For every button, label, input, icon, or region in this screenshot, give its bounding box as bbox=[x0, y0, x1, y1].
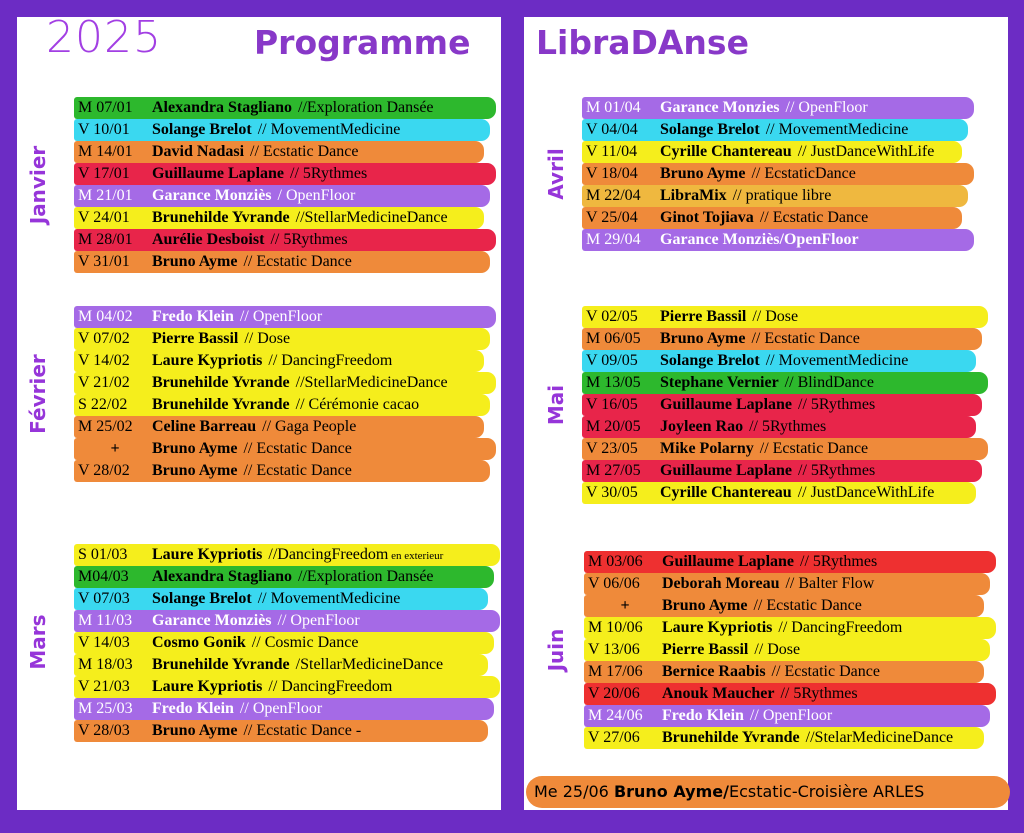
event-name: Laure Kypriotis bbox=[152, 352, 263, 369]
event-row bbox=[584, 727, 984, 749]
event-date: M 11/03 bbox=[78, 612, 133, 629]
event-date: M 29/04 bbox=[586, 231, 641, 248]
event-name: Mike Polarny bbox=[660, 440, 754, 457]
event-name: Garance Monzies bbox=[660, 99, 780, 116]
event-style: // 5Rythmes bbox=[800, 553, 878, 570]
event-name: Alexandra Stagliano bbox=[152, 99, 293, 116]
event-name: Pierre Bassil bbox=[660, 308, 747, 325]
event-row bbox=[74, 185, 490, 207]
event-style: // OpenFloor bbox=[239, 700, 323, 717]
event-style: // Ecstatic Dance bbox=[759, 209, 869, 226]
event-style: // DancingFreedom bbox=[268, 352, 393, 369]
month-label-février: Février bbox=[26, 354, 50, 434]
event-date: M 28/01 bbox=[78, 231, 133, 248]
event-name: Bruno Ayme bbox=[152, 462, 238, 479]
event-date: M 24/06 bbox=[588, 707, 643, 724]
event-date: V 18/04 bbox=[586, 165, 638, 182]
event-date: V 07/02 bbox=[78, 330, 130, 347]
event-style: // Ecstatic Dance bbox=[243, 440, 352, 457]
event-name: Fredo Klein bbox=[152, 308, 234, 325]
event-date: V 06/06 bbox=[588, 575, 640, 592]
event-row bbox=[582, 97, 974, 119]
event-date: V 10/01 bbox=[78, 121, 130, 138]
event-row bbox=[74, 676, 500, 698]
event-row bbox=[584, 661, 984, 683]
event-style: // pratique libre bbox=[732, 187, 832, 204]
event-date: S 22/02 bbox=[78, 396, 128, 413]
event-style: // MovementMedicine bbox=[765, 121, 909, 138]
event-name: Bruno Ayme bbox=[152, 722, 238, 739]
event-style: // OpenFloor bbox=[239, 308, 323, 325]
event-name: Brunehilde Yvrande bbox=[152, 209, 290, 226]
month-label-mars: Mars bbox=[26, 614, 50, 670]
event-style: // 5Rythmes bbox=[290, 165, 368, 182]
event-style: // JustDanceWithLife bbox=[797, 143, 935, 160]
event-row bbox=[74, 97, 496, 119]
event-style: // DancingFreedom bbox=[778, 619, 903, 636]
event-style: //StellarMedicineDance bbox=[295, 209, 448, 226]
event-row bbox=[74, 416, 484, 438]
event-row bbox=[74, 588, 488, 610]
event-style: // Cosmic Dance bbox=[251, 634, 359, 651]
event-date: M 07/01 bbox=[78, 99, 133, 116]
event-style: // Ecstatic Dance bbox=[250, 143, 359, 160]
event-style: /StellarMedicineDance bbox=[295, 656, 444, 673]
event-row bbox=[584, 595, 984, 617]
event-date: V 04/04 bbox=[586, 121, 638, 138]
event-style: // 5Rythmes bbox=[749, 418, 827, 435]
event-name: Solange Brelot bbox=[152, 121, 252, 138]
event-date: V 24/01 bbox=[78, 209, 130, 226]
event-date: M04/03 bbox=[78, 568, 129, 585]
event-row bbox=[582, 185, 968, 207]
event-name: Laure Kypriotis bbox=[662, 619, 773, 636]
event-date: V 17/01 bbox=[78, 165, 130, 182]
event-name: Pierre Bassil bbox=[152, 330, 239, 347]
event-date: V 21/02 bbox=[78, 374, 130, 391]
event-style: //Exploration Dansée bbox=[298, 99, 434, 116]
event-date: + bbox=[110, 440, 120, 457]
month-label-avril: Avril bbox=[544, 148, 568, 200]
event-name: Celine Barreau bbox=[152, 418, 257, 435]
event-style: // MovementMedicine bbox=[765, 352, 909, 369]
event-style: // Balter Flow bbox=[785, 575, 875, 592]
bottom-note-style: Ecstatic-Croisière ARLES bbox=[728, 782, 925, 801]
event-row bbox=[582, 306, 988, 328]
event-date: M 27/05 bbox=[586, 462, 641, 479]
event-date: V 25/04 bbox=[586, 209, 638, 226]
event-row bbox=[584, 573, 990, 595]
event-row bbox=[74, 632, 494, 654]
event-date: M 18/03 bbox=[78, 656, 133, 673]
event-row bbox=[74, 566, 494, 588]
event-date: V 13/06 bbox=[588, 641, 640, 658]
event-date: M 21/01 bbox=[78, 187, 133, 204]
event-style: // MovementMedicine bbox=[257, 121, 401, 138]
event-row bbox=[74, 438, 496, 460]
event-name: Garance Monziès/OpenFloor bbox=[660, 231, 859, 248]
event-name: Garance Monziès bbox=[152, 612, 272, 629]
event-name: Cyrille Chantereau bbox=[660, 484, 792, 501]
event-style: // Cérémonie cacao bbox=[295, 396, 420, 413]
event-row bbox=[74, 141, 484, 163]
event-date: V 30/05 bbox=[586, 484, 638, 501]
year-title: 2025 bbox=[46, 12, 162, 63]
event-name: Bruno Ayme bbox=[662, 597, 748, 614]
event-name: Guillaume Laplane bbox=[152, 165, 285, 182]
event-name: Cyrille Chantereau bbox=[660, 143, 792, 160]
event-name: Bruno Ayme bbox=[152, 253, 238, 270]
event-name: Guillaume Laplane bbox=[660, 396, 793, 413]
event-date: V 21/03 bbox=[78, 678, 130, 695]
bottom-note-date: Me 25/06 bbox=[534, 782, 609, 801]
event-row bbox=[584, 705, 990, 727]
event-name: Bruno Ayme bbox=[660, 330, 746, 347]
event-style: //Exploration Dansée bbox=[298, 568, 434, 585]
event-name: LibraMix bbox=[660, 187, 727, 204]
event-date: M 25/03 bbox=[78, 700, 133, 717]
bottom-note-name: Bruno Ayme/ bbox=[613, 782, 729, 801]
event-row bbox=[74, 654, 488, 676]
event-date: V 28/03 bbox=[78, 722, 130, 739]
event-name: Cosmo Gonik bbox=[152, 634, 246, 651]
event-row bbox=[582, 141, 962, 163]
event-row bbox=[582, 482, 976, 504]
event-row bbox=[582, 163, 974, 185]
month-label-janvier: Janvier bbox=[26, 145, 50, 225]
event-row bbox=[582, 438, 988, 460]
event-date: V 14/03 bbox=[78, 634, 130, 651]
event-style: // 5Rythmes bbox=[780, 685, 858, 702]
event-style: // 5Rythmes bbox=[798, 462, 876, 479]
event-name: Brunehilde Yvrande bbox=[662, 729, 800, 746]
event-style: // Ecstatic Dance bbox=[751, 330, 860, 347]
event-date: M 13/05 bbox=[586, 374, 641, 391]
event-name: Deborah Moreau bbox=[662, 575, 780, 592]
event-style: //DancingFreedom bbox=[268, 546, 389, 563]
event-name: Garance Monziès bbox=[152, 187, 272, 204]
event-name: Bruno Ayme bbox=[152, 440, 238, 457]
event-name: Ginot Tojiava bbox=[660, 209, 754, 226]
event-row bbox=[74, 119, 490, 141]
event-row bbox=[74, 306, 496, 328]
event-date: M 04/02 bbox=[78, 308, 133, 325]
bottom-note bbox=[526, 776, 1010, 808]
event-style: // MovementMedicine bbox=[257, 590, 401, 607]
event-row bbox=[74, 610, 500, 632]
event-row bbox=[74, 460, 490, 482]
event-row bbox=[584, 551, 996, 573]
event-name: Aurélie Desboist bbox=[152, 231, 265, 248]
event-date: V 02/05 bbox=[586, 308, 638, 325]
event-date: M 17/06 bbox=[588, 663, 643, 680]
event-name: Anouk Maucher bbox=[662, 685, 775, 702]
event-date: S 01/03 bbox=[78, 546, 128, 563]
event-style: // DancingFreedom bbox=[268, 678, 393, 695]
event-date: V 16/05 bbox=[586, 396, 638, 413]
event-date: M 03/06 bbox=[588, 553, 643, 570]
event-row bbox=[74, 163, 496, 185]
event-style: // 5Rythmes bbox=[270, 231, 348, 248]
event-name: Laure Kypriotis bbox=[152, 678, 263, 695]
event-style: // Dose bbox=[752, 308, 799, 325]
event-row bbox=[584, 683, 996, 705]
event-row bbox=[582, 350, 976, 372]
event-name: Pierre Bassil bbox=[662, 641, 749, 658]
event-row bbox=[74, 394, 490, 416]
libradanse-title: LibraDAnse bbox=[536, 23, 749, 62]
event-date: M 22/04 bbox=[586, 187, 641, 204]
event-date: V 31/01 bbox=[78, 253, 130, 270]
event-row bbox=[582, 229, 974, 251]
event-name: Brunehilde Yvrande bbox=[152, 396, 290, 413]
event-name: Stephane Vernier bbox=[660, 374, 779, 391]
event-name: David Nadasi bbox=[152, 143, 245, 160]
event-name: Fredo Klein bbox=[662, 707, 744, 724]
event-date: V 14/02 bbox=[78, 352, 130, 369]
event-row bbox=[582, 119, 968, 141]
event-row bbox=[74, 207, 484, 229]
event-style: // Ecstatic Dance - bbox=[243, 722, 362, 739]
event-date: + bbox=[620, 597, 630, 614]
event-style: // Dose bbox=[754, 641, 801, 658]
event-date: V 07/03 bbox=[78, 590, 130, 607]
event-style: // Dose bbox=[244, 330, 291, 347]
event-name: Bernice Raabis bbox=[662, 663, 766, 680]
event-name: Guillaume Laplane bbox=[660, 462, 793, 479]
event-name: Laure Kypriotis bbox=[152, 546, 263, 563]
event-row bbox=[582, 416, 976, 438]
event-style: //StellarMedicineDance bbox=[295, 374, 448, 391]
event-date: M 01/04 bbox=[586, 99, 641, 116]
event-style: // OpenFloor bbox=[277, 612, 360, 629]
event-row bbox=[582, 207, 962, 229]
event-name: Brunehilde Yvrande bbox=[152, 656, 290, 673]
event-row bbox=[74, 698, 494, 720]
event-date: V 28/02 bbox=[78, 462, 130, 479]
event-style: // Ecstatic Dance bbox=[243, 462, 352, 479]
event-extra: en exterieur bbox=[388, 550, 444, 562]
event-style: // BlindDance bbox=[784, 374, 874, 391]
event-date: V 09/05 bbox=[586, 352, 638, 369]
event-row bbox=[74, 544, 500, 566]
event-style: // JustDanceWithLife bbox=[797, 484, 935, 501]
event-date: M 10/06 bbox=[588, 619, 643, 636]
event-style: // Ecstatic Dance bbox=[753, 597, 862, 614]
event-name: Solange Brelot bbox=[660, 121, 760, 138]
event-style: // OpenFloor bbox=[785, 99, 868, 116]
event-date: V 23/05 bbox=[586, 440, 638, 457]
event-style: // OpenFloor bbox=[749, 707, 833, 724]
event-date: M 25/02 bbox=[78, 418, 133, 435]
event-date: M 14/01 bbox=[78, 143, 133, 160]
event-name: Brunehilde Yvrande bbox=[152, 374, 290, 391]
event-style: // Ecstatic Dance bbox=[771, 663, 880, 680]
event-date: V 11/04 bbox=[586, 143, 638, 160]
month-label-mai: Mai bbox=[544, 384, 568, 426]
event-row bbox=[74, 372, 496, 394]
programme-title: Programme bbox=[254, 23, 471, 62]
event-style: // EcstaticDance bbox=[751, 165, 856, 182]
event-name: Solange Brelot bbox=[660, 352, 760, 369]
event-date: M 06/05 bbox=[586, 330, 641, 347]
event-row bbox=[582, 460, 982, 482]
event-row bbox=[584, 617, 996, 639]
event-row bbox=[74, 720, 488, 742]
event-row bbox=[74, 328, 490, 350]
event-row bbox=[74, 350, 484, 372]
month-label-juin: Juin bbox=[544, 628, 568, 672]
event-style: // 5Rythmes bbox=[798, 396, 876, 413]
event-name: Fredo Klein bbox=[152, 700, 234, 717]
event-style: / OpenFloor bbox=[277, 187, 356, 204]
event-date: M 20/05 bbox=[586, 418, 641, 435]
event-style: // Gaga People bbox=[262, 418, 357, 435]
event-row bbox=[74, 229, 496, 251]
event-row bbox=[582, 394, 982, 416]
event-date: V 27/06 bbox=[588, 729, 640, 746]
event-name: Solange Brelot bbox=[152, 590, 252, 607]
event-name: Joyleen Rao bbox=[660, 418, 744, 435]
event-name: Bruno Ayme bbox=[660, 165, 746, 182]
event-row bbox=[74, 251, 490, 273]
event-row bbox=[582, 372, 988, 394]
event-style: //StelarMedicineDance bbox=[805, 729, 954, 746]
event-row bbox=[582, 328, 982, 350]
event-row bbox=[584, 639, 990, 661]
event-date: V 20/06 bbox=[588, 685, 640, 702]
event-name: Alexandra Stagliano bbox=[152, 568, 293, 585]
event-name: Guillaume Laplane bbox=[662, 553, 795, 570]
event-style: // Ecstatic Dance bbox=[243, 253, 352, 270]
event-style: // Ecstatic Dance bbox=[759, 440, 869, 457]
